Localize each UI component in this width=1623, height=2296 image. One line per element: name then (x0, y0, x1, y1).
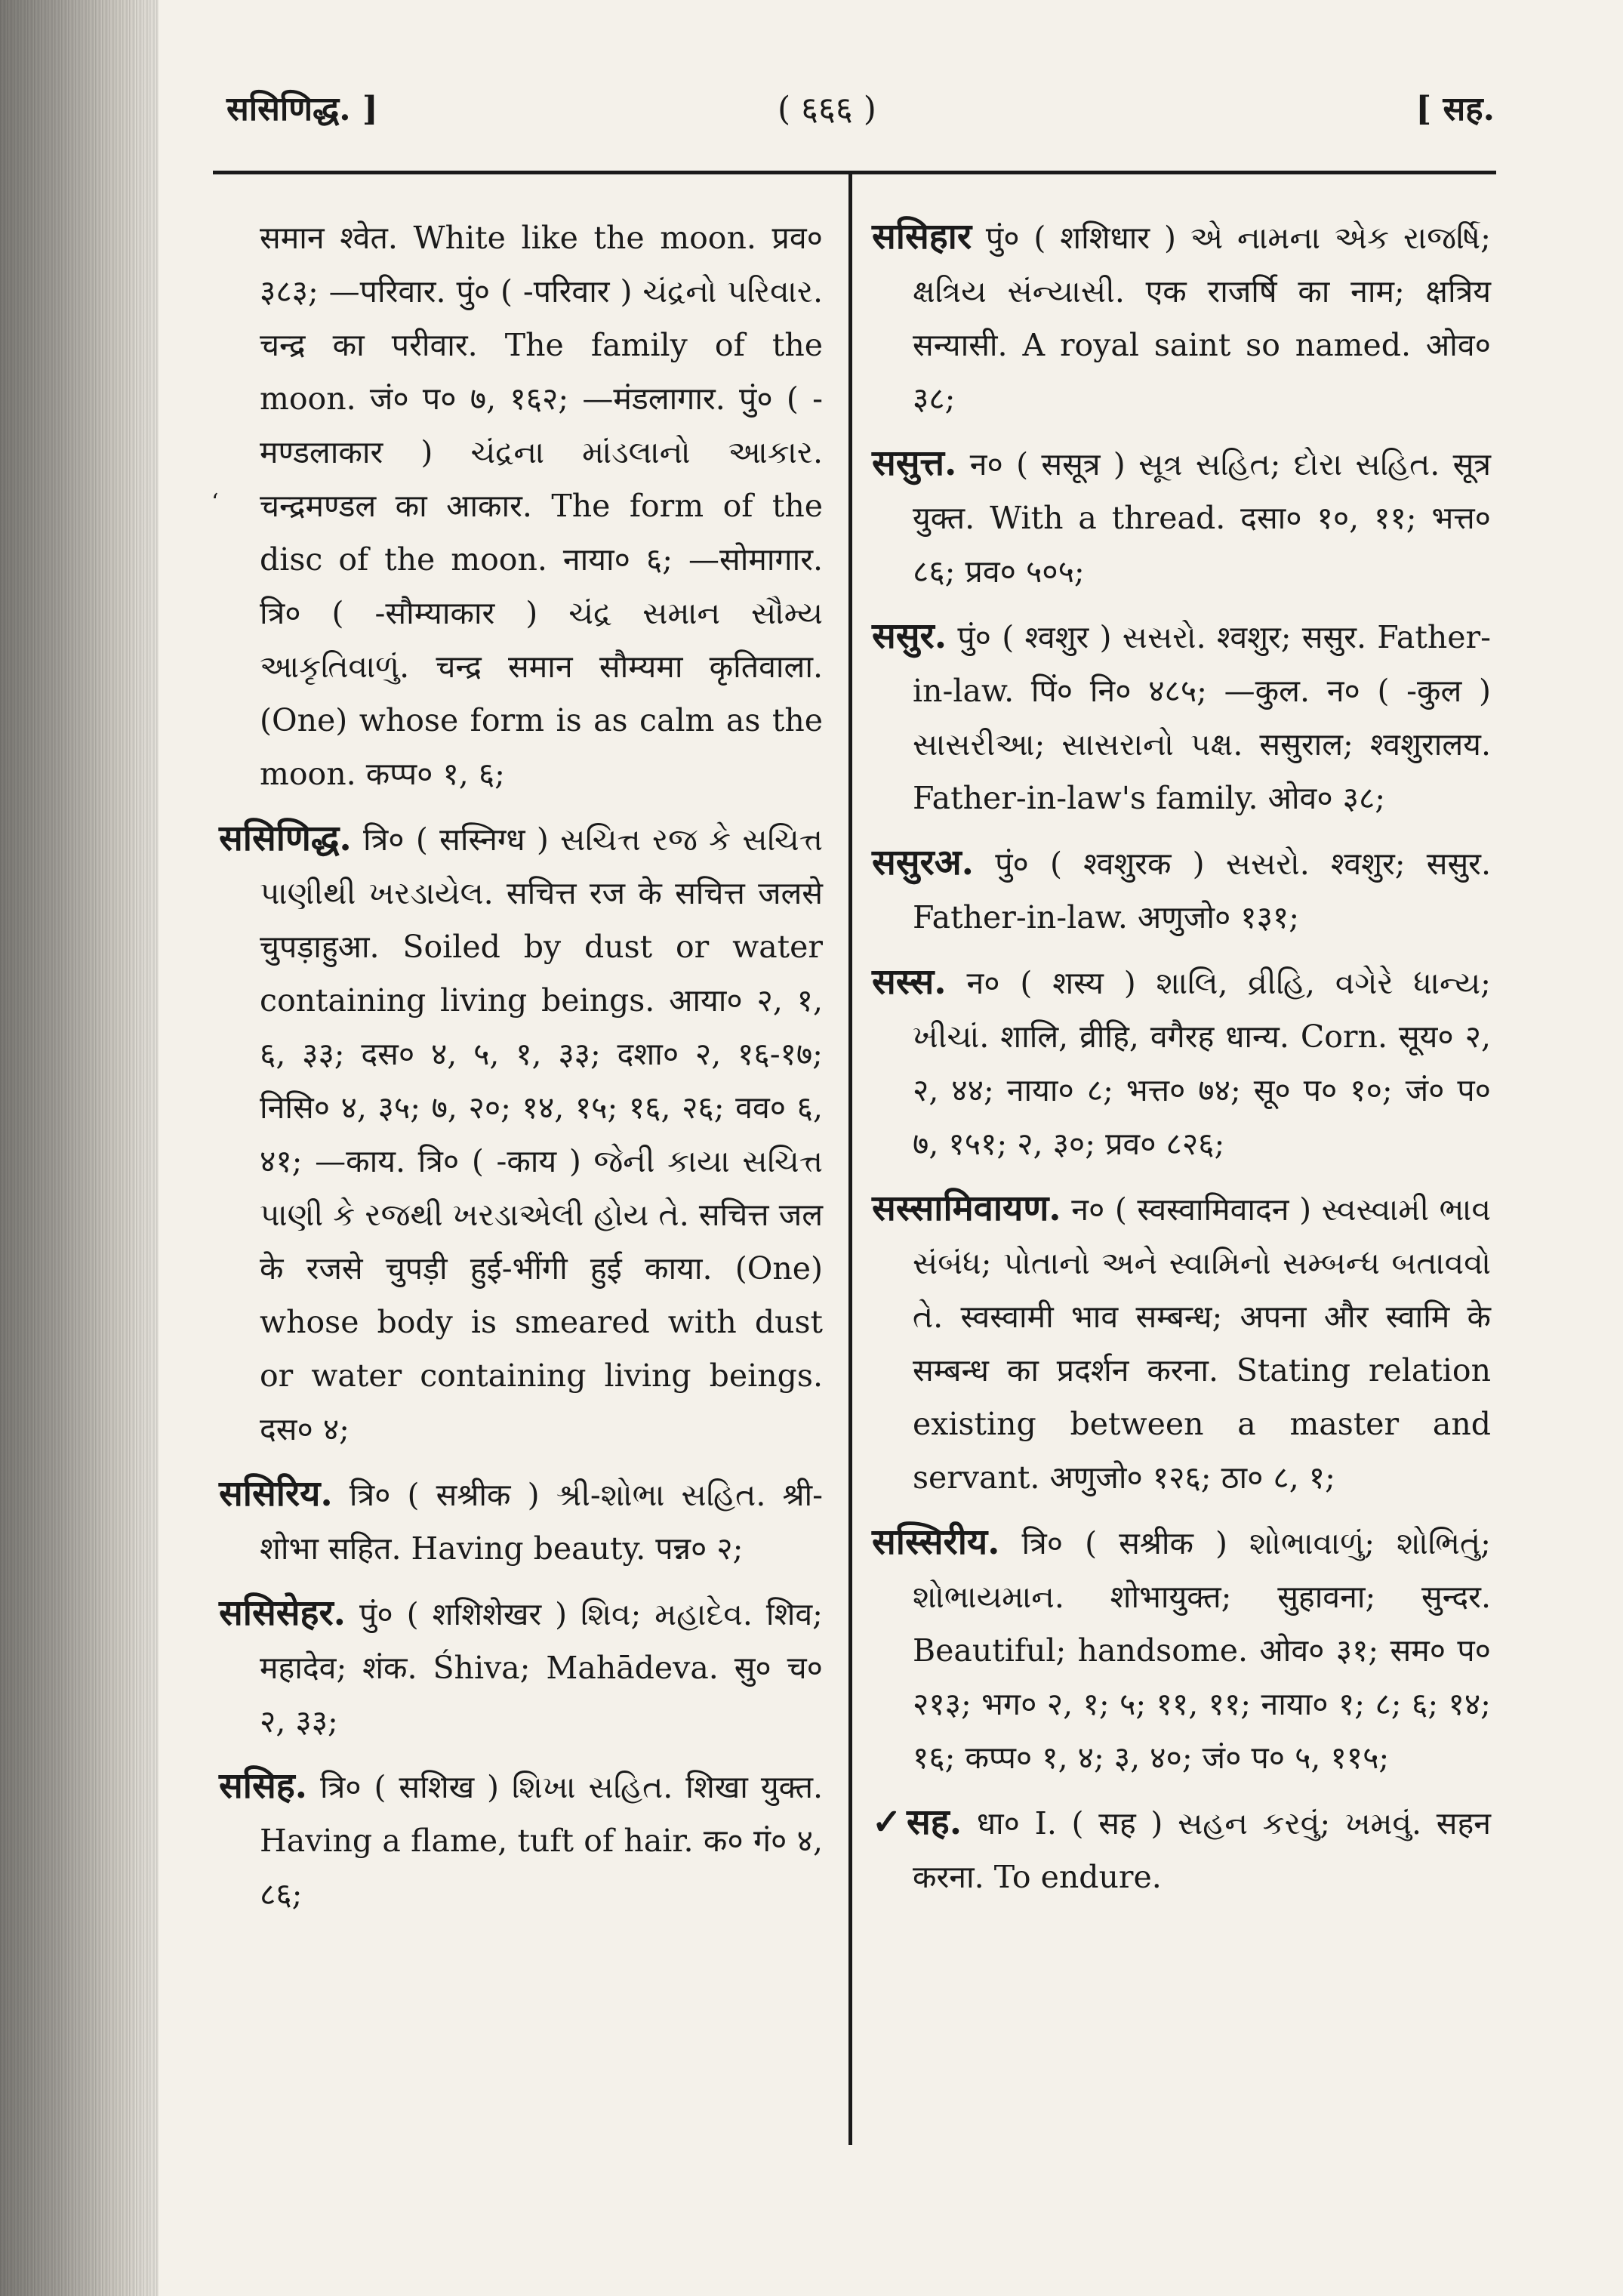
guide-word-right: [ सह. (1415, 90, 1495, 128)
entry-headword: ससिहार (872, 216, 972, 257)
entry-headword: ससिणिद्ध. (219, 818, 352, 859)
entry-text: पुं० ( श्वशुर ) સસરો. श्वशुर; ससुर. Father-in-law. पिं० नि० ४८५; —कुल. न० ( -कुल ) સાસરીઆ; સાસરાનો પક્ષ. ससुराल; श्वशुरालय. Father-in-law's family. ओव० ३८; (913, 619, 1491, 816)
dictionary-entry (219, 812, 823, 1456)
column-divider (848, 174, 852, 2145)
entry-headword: ससुर. (872, 615, 947, 657)
dictionary-entry (872, 955, 1491, 1171)
dictionary-entry (219, 1586, 823, 1749)
entry-text: त्रि० ( सस्निग्ध ) સચિત્ત રજ કે સચિત્ત પાણીથી ખરડાયેલ. सचित्त रज के सचित्त जलसे चुपड़ाहुआ. Soiled by dust or water containing living beings. आया० २, १, ६, ३३; दस० ४, ५, १, ३३; दशा० २, १६-१७; निसि० ४, ३५; ७, २०; १४, १५; १६, २६; वव० ६, ४१; —काय. त्रि० ( -काय ) જેની કાયા સચિત્ત પાણી કે રજથી ખરડાએલી હોય તે. सचित्त जल के रजसे चुपड़ी हुई-भींगी हुई काया. (One) whose body is smeared with dust or water containing living beings. दस० ४; (260, 821, 824, 1447)
entry-headword: ससिसेहर. (219, 1592, 346, 1634)
entry-headword: ससुरअ. (872, 842, 975, 883)
page-header (219, 85, 1495, 137)
entry-text: न० ( स्वस्वामिवादन ) સ્વસ્વામી ભાવ સંબંધ; પોતાનો અને સ્વામિનો સમ્બન્ધ બતાવવો તે. स्वस्वामी भाव सम्बन्ध; अपना और स्वामि के सम्बन्ध का प्रदर्शन करना. Stating relation existing between a master and servant. अणुजो० १२६; ठा० ८, १; (913, 1191, 1491, 1496)
dictionary-entry (872, 836, 1491, 945)
header-rule (213, 171, 1496, 174)
entry-text: पुं० ( श्वशुरक ) સસરો. श्वशुर; ससुर. Father-in-law. अणुजो० १३१; (913, 846, 1491, 935)
margin-mark: ‘ (211, 489, 219, 516)
left-column (219, 210, 823, 1932)
entry-text: त्रि० ( सशिख ) શિખા સહિત. शिखा युक्त. Having a flame, tuft of hair. क० गं० ४, ८६; (260, 1769, 823, 1912)
entry-headword: ✓सह. (872, 1801, 962, 1843)
entry-text: त्रि० ( सश्रीक ) શોભાવાળું; શોભિતું; શોભાયમાન. शोभायुक्त; सुहावना; सुन्दर. Beautiful; handsome. ओव० ३१; सम० प० २१३; भग० २, १; ५; ११, ११; नाया० १; ८; ६; १४; १६; कप्प० १, ४; ३, ४०; जं० प० ५, ११५; (913, 1525, 1491, 1776)
entry-text: धा० I. ( सह ) સહન કરવું; ખમવું. सहन करना. To endure. (913, 1805, 1491, 1895)
entry-headword: सस्स. (872, 961, 947, 1003)
scan-shadow-edge (0, 0, 159, 2296)
entry-text: न० ( ससूत्र ) સૂત્ર સહિત; દોરા સહિત. सूत्र युक्त. With a thread. दसा० १०, ११; भत्त० ८६; प्रव० ५०५; (913, 446, 1491, 590)
entry-text: पुं० ( शशिधार ) એ નામના એક રાજર્ષિ; ક્ષત્રિય સંન્યાસી. एक राजर्षि का नाम; क्षत्रिय सन्यासी. A royal saint so named. ओव० ३८; (913, 220, 1491, 417)
dictionary-entry (872, 1795, 1491, 1904)
entry-text: पुं० ( शशिशेखर ) શિવ; મહાદેવ. शिव; महादेव; शंक. Śhiva; Mahādeva. सु० च० २, ३३; (260, 1596, 823, 1740)
right-column (872, 210, 1491, 1915)
entry-headword: ससिरिय. (219, 1473, 333, 1515)
dictionary-entry (219, 1759, 823, 1922)
entry-headword: ससिह. (219, 1765, 308, 1807)
dictionary-entry (872, 609, 1491, 825)
entry-text: समान श्वेत. White like the moon. प्रव० ३८३; —परिवार. पुं० ( -परिवार ) ચંદ્રનો પરિવાર. चन्द्र का परीवार. The family of the moon. जं० प० ७, १६२; —मंडलागार. पुं० ( -मण्डलाकार ) ચંદ્રના માંડલાનો આકાર. चन्द्रमण्डल का आकार. The form of the disc of the moon. नाया० ६; —सोमागार. त्रि० ( -सौम्याकार ) ચંદ્ર સમાન સૌમ્ય આકૃતિવાળું. चन्द्र समान सौम्यमा कृतिवाला. (One) whose form is as calm as the moon. कप्प० १, ६; (260, 220, 823, 792)
entry-headword: सस्सिरीय. (872, 1521, 1000, 1563)
entry-text: न० ( शस्य ) શાલિ, વ્રીહિ, વગેરે ધાન્ય; ખીચાં. शालि, व्रीहि, वगैरह धान्य. Corn. सूय० २, २, ४४; नाया० ८; भत्त० ७४; सू० प० १०; जं० प० ७, १५१; २, ३०; प्रव० ८२६; (913, 965, 1491, 1162)
dictionary-entry (219, 1467, 823, 1576)
page-number: ( ६६६ ) (778, 90, 876, 128)
guide-word-left: ससिणिद्ध. ] (226, 90, 378, 128)
dictionary-entry (872, 436, 1491, 599)
entry-headword: सस्सामिवायण. (872, 1188, 1061, 1229)
entry-headword: ससुत्त. (872, 442, 957, 484)
dictionary-entry (872, 1515, 1491, 1785)
entry-text: त्रि० ( सश्रीक ) શ્રી-શોભા સહિત. श्री-शोभा सहित. Having beauty. पन्न० २; (260, 1477, 823, 1567)
dictionary-entry (219, 210, 823, 801)
dictionary-entry (872, 1182, 1491, 1505)
dictionary-entry (872, 210, 1491, 426)
